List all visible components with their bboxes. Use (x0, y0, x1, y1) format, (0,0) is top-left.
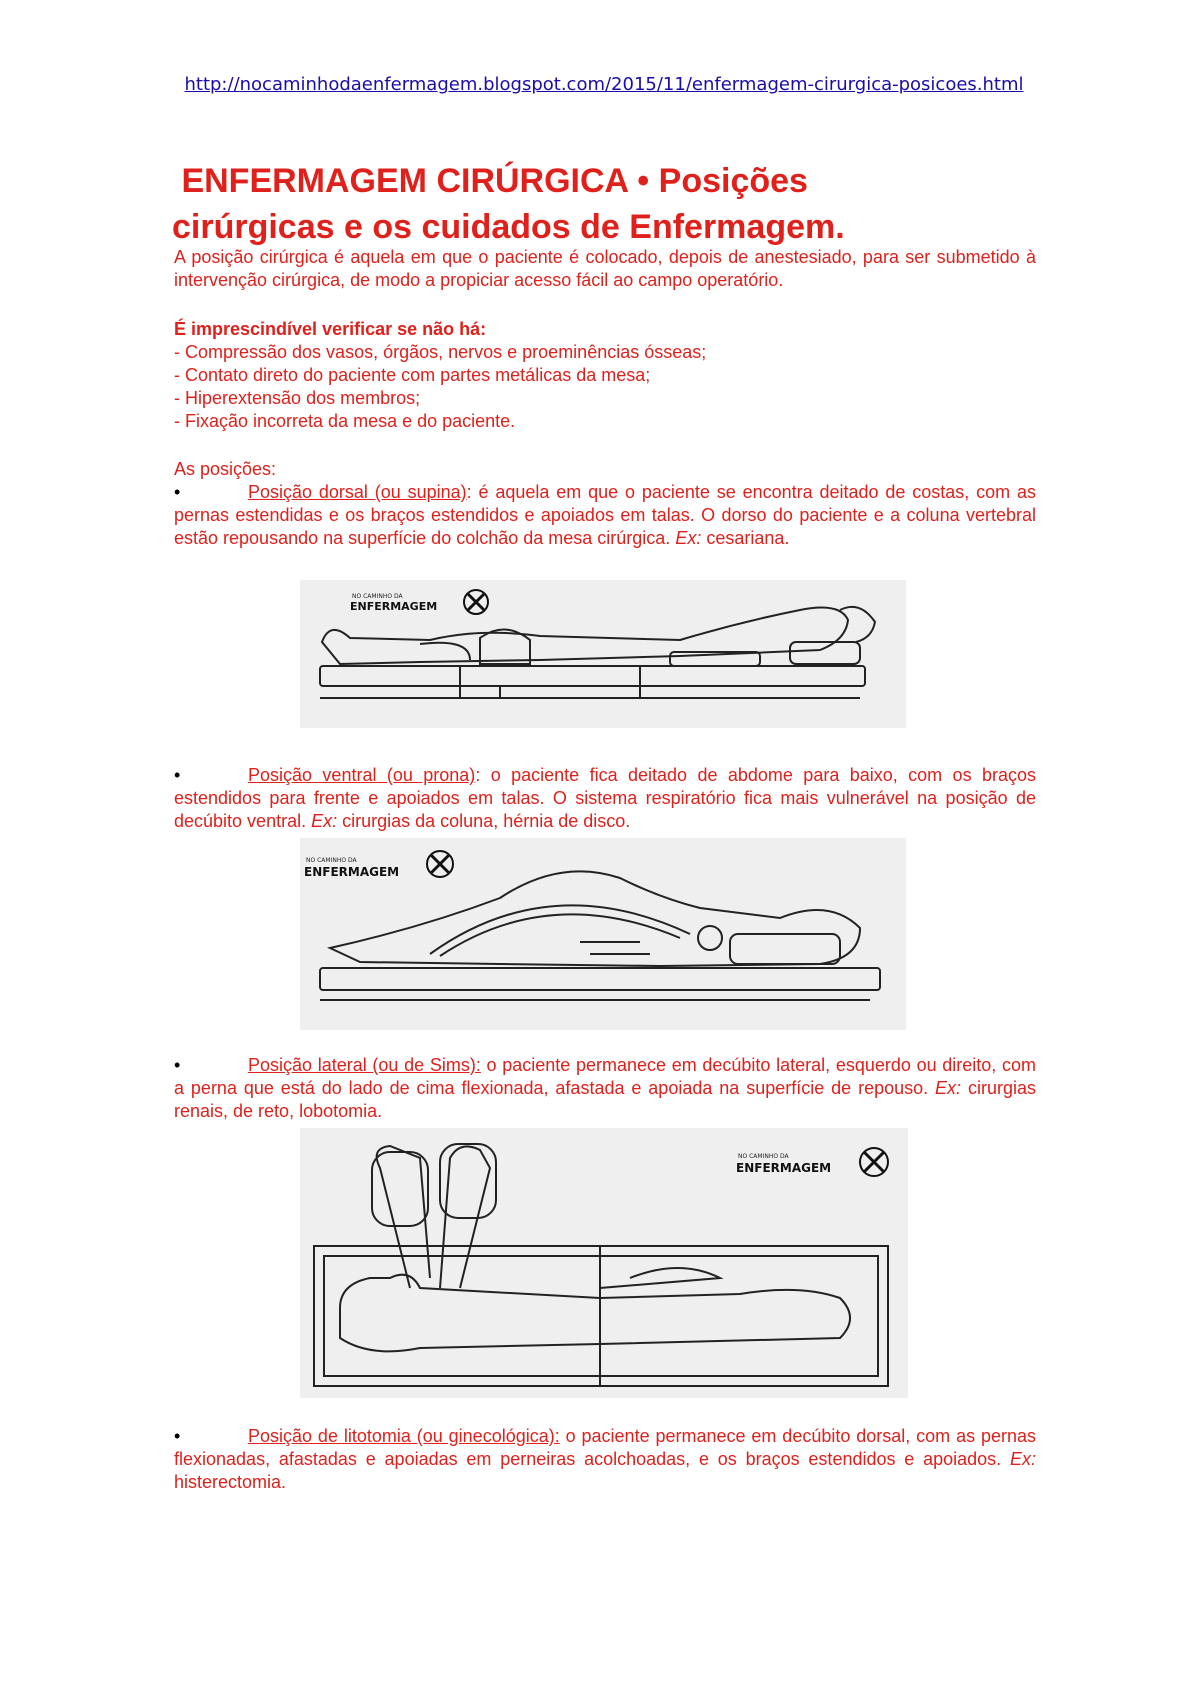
position-name: Posição dorsal (ou supina) (248, 482, 467, 502)
position-text: é aquela em que o paciente se encontra deitado de costas, com as pernas estendidas e os braços estendidos e apoiados em talas. O dorso do paciente e a coluna vertebral estão repousando na superfície do colchão da mesa cirúrgica. (174, 482, 1036, 548)
positions-heading: As posições: (174, 459, 277, 479)
bullet-icon: • (174, 1055, 181, 1075)
example-text: cesariana. (701, 528, 790, 548)
checklist-heading: É imprescindível verificar se não há: (174, 319, 487, 339)
example-label: Ex: (1009, 1449, 1036, 1469)
title-line-2: cirúrgicas e os cuidados de Enfermagem. (172, 208, 845, 246)
watermark-big-text: ENFERMAGEM (350, 600, 438, 613)
watermark-big-text: ENFERMAGEM (304, 865, 400, 879)
position-ventral (174, 764, 1036, 833)
example-text: cirurgias renais, de reto, lobotomia. (174, 1078, 1036, 1121)
position-litotomia (174, 1425, 1036, 1494)
checklist-item: - Contato direto do paciente com partes metálicas da mesa; (174, 365, 651, 385)
intro-paragraph: A posição cirúrgica é aquela em que o paciente é colocado, depois de anestesiado, para ser submetido à intervenção cirúrgica, de modo a propiciar acesso fácil ao campo operatório. (174, 247, 1036, 290)
position-sep: : (475, 765, 481, 785)
checklist-item: - Compressão dos vasos, órgãos, nervos e proeminências ósseas; (174, 342, 707, 362)
position-name: Posição ventral (ou prona) (248, 765, 476, 785)
example-label: Ex: (935, 1078, 962, 1098)
position-dorsal (174, 481, 1036, 550)
position-sep: : (466, 482, 472, 502)
checklist (174, 318, 1036, 433)
source-url-link[interactable]: http://nocaminhodaenfermagem.blogspot.com/2015/11/enfermagem-cirurgica-posicoes.html (184, 74, 1024, 95)
dorsal-position-illustration (300, 580, 906, 728)
checklist-item: - Hiperextensão dos membros; (174, 388, 421, 408)
position-name: Posição de litotomia (ou ginecológica): (248, 1426, 560, 1446)
watermark-big-text: ENFERMAGEM (736, 1161, 832, 1175)
ventral-position-illustration (300, 838, 906, 1030)
position-text: o paciente permanece em decúbito dorsal, com as pernas flexionadas, afastadas e apoiadas em perneiras acolchoadas, e os braços estendidos e apoiados. (174, 1426, 1037, 1469)
watermark-logo (427, 851, 453, 877)
example-text: histerectomia. (174, 1472, 287, 1492)
position-text: o paciente permanece em decúbito lateral, esquerdo ou direito, com a perna que está do lado de cima flexionada, afastada e apoiada na superfície de repouso. (174, 1055, 1036, 1098)
bullet-icon: • (174, 765, 181, 785)
bullet-icon: • (174, 482, 181, 502)
watermark-logo (464, 590, 488, 614)
position-text: o paciente fica deitado de abdome para baixo, com os braços estendidos para frente e apoiados em talas. O sistema respiratório fica mais vulnerável na posição de decúbito ventral. (174, 765, 1036, 831)
watermark-small-text: NO CAMINHO DA (306, 857, 357, 864)
position-lateral (174, 1054, 1036, 1123)
bullet-icon: • (174, 1426, 181, 1446)
title-line-1: ENFERMAGEM CIRÚRGICA • Posições (181, 162, 808, 200)
watermark-small-text: NO CAMINHO DA (738, 1153, 789, 1160)
checklist-item: - Fixação incorreta da mesa e do paciente. (174, 411, 516, 431)
example-label: Ex: (675, 528, 702, 548)
position-name: Posição lateral (ou de Sims): (248, 1055, 481, 1075)
example-label: Ex: (311, 811, 338, 831)
document-title (172, 158, 1052, 250)
lateral-position-illustration (300, 1128, 908, 1398)
example-text: cirurgias da coluna, hérnia de disco. (337, 811, 631, 831)
watermark-logo (860, 1148, 888, 1176)
watermark-small-text: NO CAMINHO DA (352, 593, 403, 600)
